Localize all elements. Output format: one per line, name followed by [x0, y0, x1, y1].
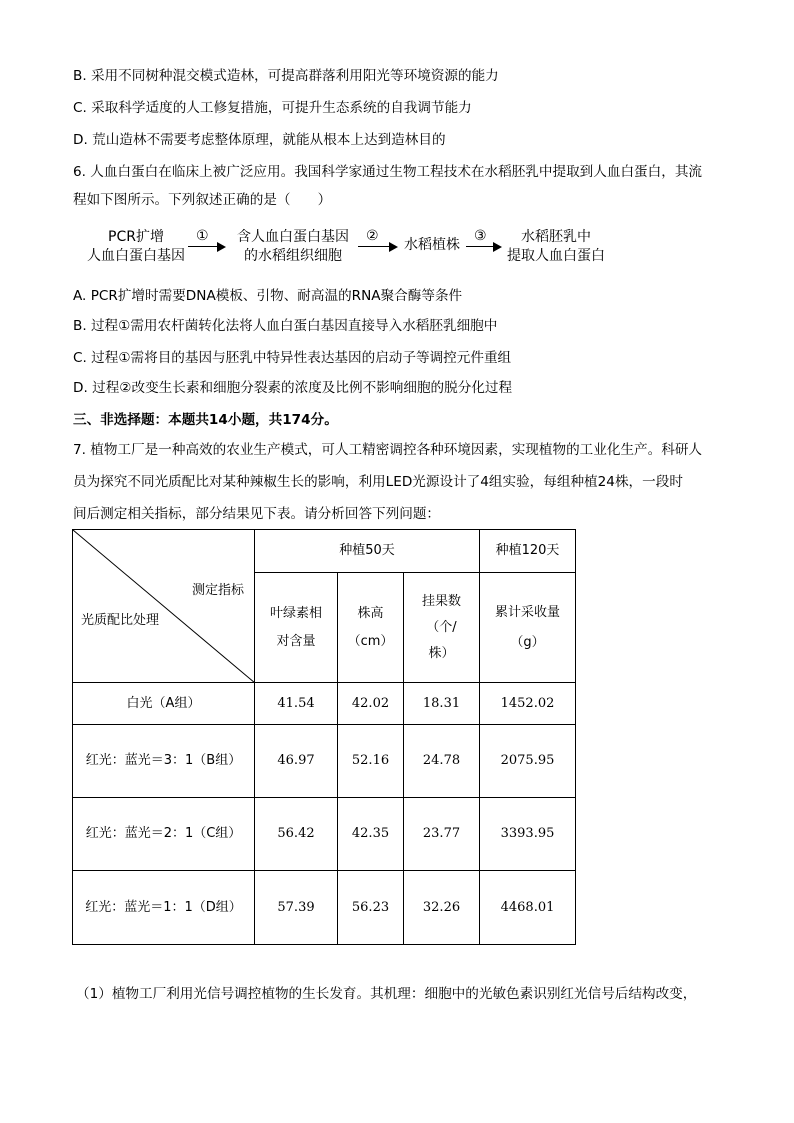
- flow-step3: [500, 228, 612, 266]
- table-row: [73, 871, 576, 945]
- cell-plant-height: 42.02: [338, 683, 404, 725]
- cell-cumulative-yield: 1452.02: [480, 683, 576, 725]
- cell-fruit-count: 32.26: [404, 871, 480, 945]
- table-row: [73, 683, 576, 725]
- flow-step2: 水稻植株: [404, 237, 460, 253]
- option-q5-c: C. 采取科学适度的人工修复措施，可提升生态系统的自我调节能力: [73, 100, 472, 116]
- q6-flow-diagram: [0, 222, 794, 272]
- cell-cumulative-yield: 3393.95: [480, 798, 576, 871]
- cell-plant-height: 52.16: [338, 725, 404, 798]
- header-plant-height: [338, 573, 404, 683]
- row-label: [73, 725, 255, 798]
- flow-arrow2: [358, 246, 396, 247]
- q7-results-table: [72, 529, 576, 945]
- flow-arrow3-label: ③: [474, 228, 487, 244]
- option-q6-d: D. 过程②改变生长素和细胞分裂素的浓度及比例不影响细胞的脱分化过程: [73, 380, 513, 396]
- cell-cumulative-yield: 4468.01: [480, 871, 576, 945]
- header-chlorophyll-line1: 叶绿素相: [269, 605, 322, 621]
- header-group-120-days: 种植120天: [480, 530, 576, 573]
- flow-step1-line1: 含人血白蛋白基因: [237, 229, 349, 245]
- header-fruit-count: [404, 573, 480, 683]
- row-label-text: 红光：蓝光＝3：1（B组）: [85, 753, 242, 768]
- table-row: [73, 725, 576, 798]
- q6-stem-line2: 程如下图所示。下列叙述正确的是（ ）: [73, 192, 332, 208]
- flow-step1-line2: 的水稻组织细胞: [244, 248, 342, 264]
- flow-arrow1: [188, 246, 224, 247]
- flow-step0-line2: 人血白蛋白基因: [87, 248, 185, 264]
- corner-label-treatment: 光质配比处理: [81, 613, 160, 628]
- q7-stem-line3: 间后测定相关指标，部分结果见下表。请分析回答下列问题：: [73, 506, 441, 522]
- option-q5-b: B. 采用不同树种混交模式造林，可提高群落利用阳光等环境资源的能力: [73, 68, 499, 84]
- flow-step0: [80, 228, 192, 266]
- header-chlorophyll: [255, 573, 338, 683]
- header-group-50-days: 种植50天: [255, 530, 480, 573]
- q7-stem-line1: 7. 植物工厂是一种高效的农业生产模式，可人工精密调控各种环境因素，实现植物的工业化生产。科研人: [73, 442, 703, 458]
- cell-cumulative-yield: 2075.95: [480, 725, 576, 798]
- cell-plant-height: 42.35: [338, 798, 404, 871]
- flow-step1: [228, 228, 358, 266]
- header-plant-height-line1: 株高: [357, 605, 384, 621]
- corner-label-indicator: 测定指标: [191, 583, 244, 598]
- flow-arrow2-label: ②: [366, 228, 379, 244]
- q7-stem-line2: 员为探究不同光质配比对某种辣椒生长的影响，利用LED光源设计了4组实验，每组种植24株，一段时: [73, 474, 683, 490]
- header-fruit-count-line1: 挂果数: [421, 593, 461, 609]
- flow-step0-line1: PCR扩增: [108, 229, 164, 245]
- flow-arrow1-label: ①: [196, 228, 209, 244]
- header-cumulative-yield-line1: 累计采收量: [494, 604, 560, 620]
- corner-diagonal-line: [73, 530, 255, 683]
- cell-plant-height: 56.23: [338, 871, 404, 945]
- cell-fruit-count: 23.77: [404, 798, 480, 871]
- q7-sub1: （1）植物工厂利用光信号调控植物的生长发育。其机理：细胞中的光敏色素识别红光信号后结构改变，: [76, 986, 697, 1002]
- header-cumulative-yield: [480, 573, 576, 683]
- table-row: [73, 798, 576, 871]
- cell-chlorophyll: 56.42: [255, 798, 338, 871]
- option-q5-d: D. 荒山造林不需要考虑整体原理，就能从根本上达到造林目的: [73, 132, 446, 148]
- table-corner-cell: [73, 530, 255, 683]
- flow-step3-line2: 提取人血白蛋白: [507, 248, 605, 264]
- header-chlorophyll-line2: 对含量: [276, 633, 316, 649]
- header-cumulative-yield-line2: （g）: [510, 634, 545, 650]
- q6-stem-line1: 6. 人血白蛋白在临床上被广泛应用。我国科学家通过生物工程技术在水稻胚乳中提取到人血白蛋白，其流: [73, 164, 703, 180]
- header-fruit-count-line3: 株）: [428, 645, 455, 661]
- section3-title: 三、非选择题：本题共14小题，共174分。: [73, 412, 338, 428]
- cell-chlorophyll: 57.39: [255, 871, 338, 945]
- row-label: [73, 871, 255, 945]
- flow-arrow3: [466, 246, 500, 247]
- row-label-text: 红光：蓝光＝1：1（D组）: [85, 899, 242, 915]
- option-q6-a: A. PCR扩增时需要DNA模板、引物、耐高温的RNA聚合酶等条件: [73, 288, 463, 304]
- option-q6-c: C. 过程①需将目的基因与胚乳中特异性表达基因的启动子等调控元件重组: [73, 350, 512, 366]
- header-plant-height-line2: （cm）: [347, 633, 394, 649]
- cell-fruit-count: 24.78: [404, 725, 480, 798]
- row-label: [73, 798, 255, 871]
- option-q6-b: B. 过程①需用农杆菌转化法将人血白蛋白基因直接导入水稻胚乳细胞中: [73, 318, 498, 334]
- cell-chlorophyll: 46.97: [255, 725, 338, 798]
- row-label: 白光（A组）: [73, 683, 255, 725]
- cell-fruit-count: 18.31: [404, 683, 480, 725]
- cell-chlorophyll: 41.54: [255, 683, 338, 725]
- row-label-text: 红光：蓝光＝2：1（C组）: [85, 826, 242, 841]
- header-fruit-count-line2: （个/: [426, 619, 457, 635]
- flow-step3-line1: 水稻胚乳中: [521, 229, 591, 245]
